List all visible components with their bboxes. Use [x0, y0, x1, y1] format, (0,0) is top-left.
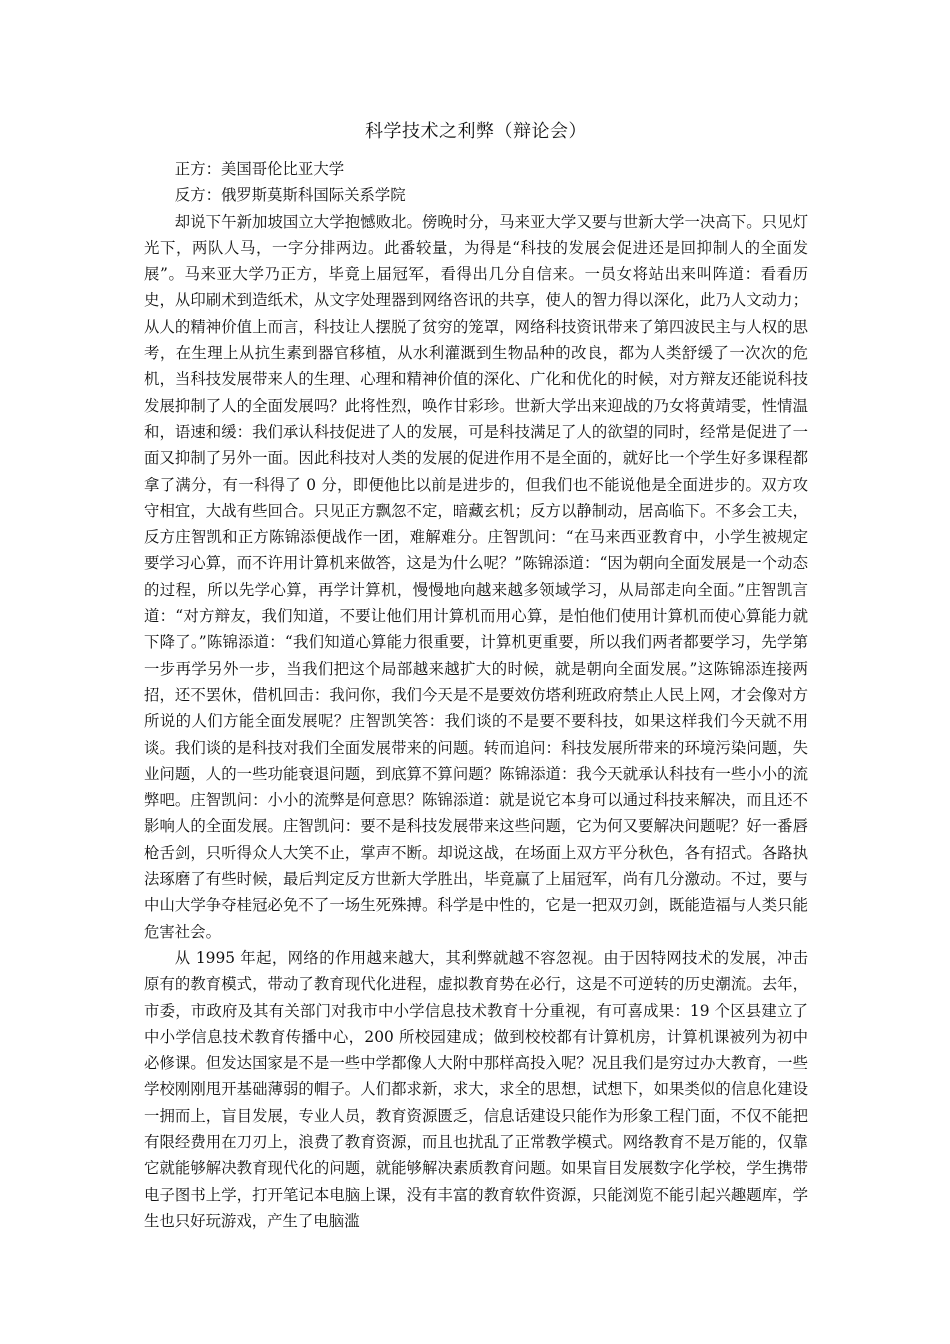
document-body: [144, 118, 808, 1234]
debate-narrative-paragraph: 却说下午新加坡国立大学抱憾败北。傍晚时分，马来亚大学又要与世新大学一决高下。只见灯光下，两队人马，一字分排两边。此番较量，为得是“科技的发展会促进还是回抑制人的全面发展”。马来亚大学乃正方，毕竟上届冠军，看得出几分自信来。一员女将站出来叫阵道：看看历史，从印刷术到造纸术，从文字处理器到网络咨讯的共享，使人的智力得以深化，此乃人文动力；从人的精神价值上而言，科技让人摆脱了贫穷的笼罩，网络科技资讯带来了第四波民主与人权的思考，在生理上从抗生素到器官移植，从水利灌溉到生物品种的改良，都为人类舒缓了一次次的危机，当科技发展带来人的生理、心理和精神价值的深化、广化和优化的时候，对方辩友还能说科技发展抑制了人的全面发展吗？此将性烈，唤作甘彩珍。世新大学出来迎战的乃女将黄靖雯，性情温和，语速和缓：我们承认科技促进了人的发展，可是科技满足了人的欲望的同时，经常是促进了一面又抑制了另外一面。因此科技对人类的发展的促进作用不是全面的，就好比一个学生好多课程都拿了满分，有一科得了 0 分，即便他比以前是进步的，但我们也不能说他是全面进步的。双方攻守相宜，大战有些回合。只见正方飘忽不定，暗藏玄机；反方以静制动，居高临下。不多会工夫，反方庄智凯和正方陈锦添便战作一团，难解难分。庄智凯问：“在马来西亚教育中，小学生被规定要学习心算，而不许用计算机来做答，这是为什么呢？”陈锦添道：“因为朝向全面发展是一个动态的过程，所以先学心算，再学计算机，慢慢地向越来越多领域学习，从局部走向全面。”庄智凯言道：“对方辩友，我们知道，不要让他们用计算机而用心算，是怕他们使用计算机而使心算能力就下降了。”陈锦添道：“我们知道心算能力很重要，计算机更重要，所以我们两者都要学习，先学第一步再学另外一步，当我们把这个局部越来越扩大的时候，就是朝向全面发展。”这陈锦添连接两招，还不罢休，借机回击：我问你，我们今天是不是要效仿塔利班政府禁止人民上网，才会像对方所说的人们方能全面发展呢？庄智凯笑答：我们谈的不是要不要科技，如果这样我们今天就不用谈。我们谈的是科技对我们全面发展带来的问题。转而追问：科技发展所带来的环境污染问题，失业问题，人的一些功能衰退问题，到底算不算问题？陈锦添道：我今天就承认科技有一些小小的流弊吧。庄智凯问：小小的流弊是何意思？陈锦添道：就是说它本身可以通过科技来解决，而且还不影响人的全面发展。庄智凯问：要不是科技发展带来这些问题，它为何又要解决问题呢？好一番唇枪舌剑，只听得众人大笑不止，掌声不断。却说这战，在场面上双方平分秋色，各有招式。各路执法琢磨了有些时候，最后判定反方世新大学胜出，毕竟赢了上届冠军，尚有几分激动。不过，要与中山大学争夺桂冠必免不了一场生死殊搏。科学是中性的，它是一把双刃剑，既能造福与人类只能危害社会。: [144, 212, 808, 941]
network-education-paragraph: 从 1995 年起，网络的作用越来越大，其利弊就越不容忽视。由于因特网技术的发展，冲击原有的教育模式，带动了教育现代化进程，虚拟教育势在必行，这是不可逆转的历史潮流。去年，市委，市政府及其有关部门对我市中小学信息技术教育十分重视，有可喜成果：19 个区县建立了中小学信息技术教育传播中心，200 所校园建成；做到校校都有计算机房，计算机课被列为初中必修课。但发达国家是不是一些中学都像人大附中那样高投入呢？况且我们是穷过办大教育，一些学校刚刚甩开基础薄弱的帽子。人们都求新，求大，求全的思想，试想下，如果类似的信息化建设一拥而上，盲目发展，专业人员，教育资源匮乏，信息话建设只能作为形象工程门面，不仅不能把有限经费用在刀刃上，浪费了教育资源，而且也扰乱了正常教学模式。网络教育不是万能的，仅靠它就能够解决教育现代化的问题，就能够解决素质教育问题。如果盲目发展数字化学校，学生携带电子图书上学，打开笔记本电脑上课，没有丰富的教育软件资源，只能浏览不能引起兴趣题库，学生也只好玩游戏，产生了电脑滥: [144, 948, 808, 1230]
affirmative-side-line: 正方：美国哥伦比亚大学: [174, 160, 345, 178]
negative-side-line: 反方：俄罗斯莫斯科国际关系学院: [174, 186, 406, 205]
document-title: 科学技术之利弊（辩论会）: [365, 121, 587, 142]
